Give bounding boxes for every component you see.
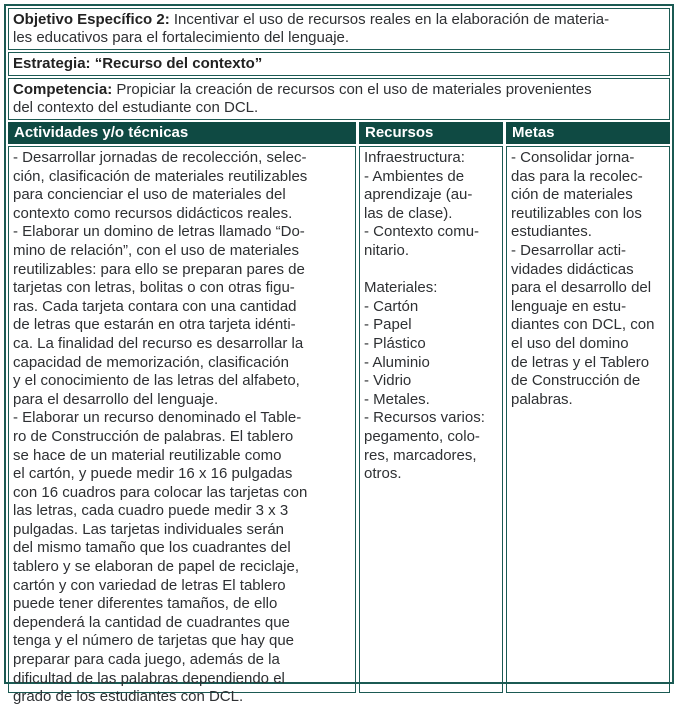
recursos-line: res, marcadores, <box>364 446 477 464</box>
recursos-line: pegamento, colo- <box>364 427 480 445</box>
actividades-line: grado de los estudiantes con DCL. <box>13 688 244 706</box>
metas-line: - Consolidar jorna- <box>511 149 635 166</box>
metas-line: vidades didácticas <box>511 260 634 278</box>
competencia-text-2: del contexto del estudiante con DCL. <box>13 99 259 116</box>
metas-line: palabras. <box>511 390 573 408</box>
actividades-line: pulgadas. Las tarjetas individuales serán <box>13 520 285 538</box>
recursos-line: - Recursos varios: <box>364 409 485 427</box>
recursos-line: - Cartón <box>364 297 419 315</box>
recursos-line: Materiales: <box>364 279 438 297</box>
actividades-line: preparar para cada juego, además de la <box>13 651 280 669</box>
recursos-line: las de clase). <box>364 204 453 222</box>
estrategia-row <box>8 52 670 76</box>
strategy-table <box>4 4 674 706</box>
actividades-line: y el conocimiento de las letras del alfabeto, <box>13 372 300 390</box>
recursos-line: Infraestructura: <box>364 149 465 166</box>
recursos-line: - Metales. <box>364 390 430 408</box>
metas-line: de Construcción de <box>511 372 641 390</box>
recursos-line: - Aluminio <box>364 353 430 371</box>
actividades-line: con 16 cuadros para colocar las tarjetas con <box>13 483 308 501</box>
actividades-line: de letras que estarán en otra tarjeta idénti- <box>13 316 296 334</box>
competencia-text-1: Propiciar la creación de recursos con el uso de materiales provenientes <box>112 81 592 98</box>
actividades-line: cartón y con variedad de letras El tablero <box>13 576 286 594</box>
actividades-line: mino de relación”, con el uso de materiales <box>13 241 299 259</box>
actividades-line: dificultad de las palabras dependiendo el <box>13 669 285 687</box>
competencia-label: Competencia: <box>13 81 113 98</box>
table-body <box>8 146 670 706</box>
objetivo-label: Objetivo Específico 2: <box>13 11 170 28</box>
recursos-line: - Plástico <box>364 334 426 352</box>
metas-line: reutilizables con los <box>511 204 642 222</box>
actividades-line: ción, clasificación de materiales reutilizables <box>13 167 308 185</box>
actividades-cell <box>8 146 356 706</box>
actividades-line: puede tener diferentes tamaños, de ello <box>13 595 278 613</box>
metas-line: estudiantes. <box>511 223 592 241</box>
recursos-line <box>364 261 498 280</box>
actividades-line: para concienciar el uso de materiales del <box>13 186 286 204</box>
actividades-line: capacidad de memorización, clasificación <box>13 353 289 371</box>
objetivo-text-1: Incentivar el uso de recursos reales en la elaboración de materia- <box>169 11 610 28</box>
actividades-line: tenga y el número de tarjetas que hay que <box>13 632 295 650</box>
recursos-line: - Papel <box>364 316 412 334</box>
metas-line: ción de materiales <box>511 186 633 204</box>
recursos-line: aprendizaje (au- <box>364 186 473 204</box>
actividades-line: dependerá la cantidad de cuadrantes que <box>13 613 290 631</box>
metas-line: - Desarrollar acti- <box>511 241 627 259</box>
actividades-line: - Desarrollar jornadas de recolección, selec- <box>13 149 307 166</box>
actividades-line: ras. Cada tarjeta contara con una cantidad <box>13 297 297 315</box>
recursos-line: otros. <box>364 465 402 483</box>
actividades-line: las letras, cada cuadro puede medir 3 x 3 <box>13 502 289 520</box>
actividades-line: - Elaborar un recurso denominado el Table- <box>13 409 302 427</box>
metas-line: das para la recolec- <box>511 167 643 185</box>
recursos-cell <box>359 146 503 693</box>
actividades-line: tablero y se elaboran de papel de reciclaje, <box>13 558 300 576</box>
actividades-line: se hace de un material reutilizable como <box>13 446 282 464</box>
metas-line: el uso del domino <box>511 334 629 352</box>
metas-line: diantes con DCL, con <box>511 316 655 334</box>
recursos-line: - Ambientes de <box>364 167 465 185</box>
actividades-line: contexto como recursos didácticos reales. <box>13 204 293 222</box>
actividades-line: ca. La finalidad del recurso es desarrollar la <box>13 334 304 352</box>
actividades-line: reutilizables: para ello se preparan pares de <box>13 260 305 278</box>
actividades-line: del mismo tamaño que los cuadrantes del <box>13 539 291 557</box>
actividades-line: - Elaborar un domino de letras llamado “Do- <box>13 223 305 241</box>
estrategia-label: Estrategia: “Recurso del contexto” <box>13 55 263 72</box>
header-actividades: Actividades y/o técnicas <box>8 122 356 144</box>
recursos-line: nitario. <box>364 241 410 259</box>
table-header <box>8 122 670 144</box>
actividades-line: el cartón, y puede medir 16 x 16 pulgadas <box>13 465 293 483</box>
metas-line: para el desarrollo del <box>511 279 652 297</box>
objetivo-row <box>8 8 670 50</box>
metas-line: de letras y el Tablero <box>511 353 650 371</box>
metas-cell <box>506 146 670 693</box>
actividades-line: tarjetas con letras, bolitas o con otras figu- <box>13 279 295 297</box>
header-recursos: Recursos <box>359 122 503 144</box>
recursos-line: - Contexto comu- <box>364 223 480 241</box>
recursos-line: - Vidrio <box>364 372 412 390</box>
actividades-line: ro de Construcción de palabras. El tablero <box>13 427 294 445</box>
actividades-line: para el desarrollo del lenguaje. <box>13 390 219 408</box>
header-metas: Metas <box>506 122 670 144</box>
metas-line: lenguaje en estu- <box>511 297 627 315</box>
competencia-row <box>8 78 670 120</box>
objetivo-text-2: les educativos para el fortalecimiento del lenguaje. <box>13 29 350 46</box>
